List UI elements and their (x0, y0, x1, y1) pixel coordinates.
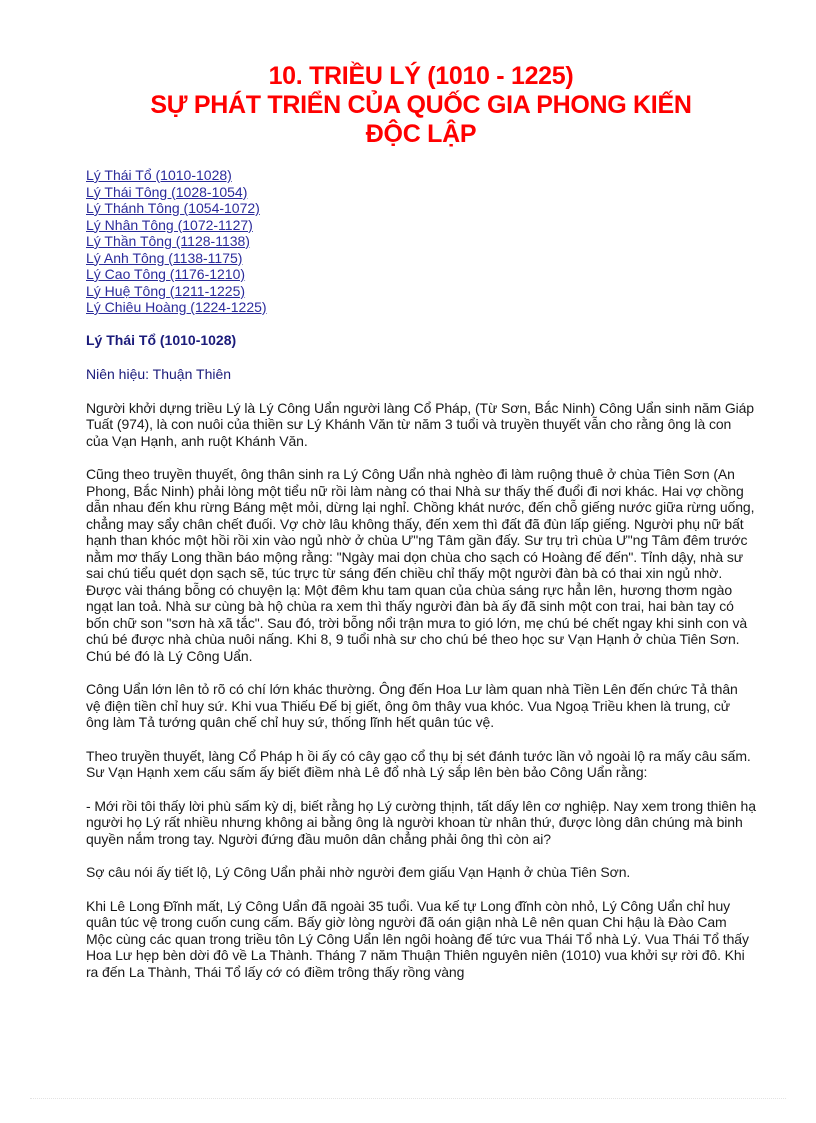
toc-link-ly-thai-to[interactable]: Lý Thái Tổ (1010-1028) (86, 167, 232, 183)
toc-link-ly-thanh-tong[interactable]: Lý Thánh Tông (1054-1072) (86, 200, 260, 216)
paragraph: Công Uẩn lớn lên tỏ rõ có chí lớn khác thường. Ông đến Hoa Lư làm quan nhà Tiền Lên đến chức Tả thân vệ điện tiền chỉ huy sứ. Khi vua Thiếu Đế bị giết, ông ôm thây vua khóc. Vua Ngoạ Triều khen là trung, cử ông làm Tả tướng quân chế chỉ huy sứ, thống lĩnh hết quân túc vệ. (86, 681, 738, 730)
page-bottom-divider (30, 1098, 786, 1099)
table-of-contents (86, 167, 756, 316)
paragraph: - Mới rồi tôi thấy lời phù sấm kỳ dị, biết rằng họ Lý cường thịnh, tất dấy lên cơ nghiệp. Nay xem trong thiên hạ người họ Lý rất nhiều nhưng không ai bằng ông là người khoan từ nhân thứ, được lòng dân chúng mà binh quyền nắm trong tay. Người đứng đầu muôn dân chẳng phải ông thì còn ai? (86, 797, 756, 847)
toc-link-ly-cao-tong[interactable]: Lý Cao Tông (1176-1210) (86, 266, 246, 282)
paragraph: Người khởi dựng triều Lý là Lý Công Uẩn người làng Cổ Pháp, (Từ Sơn, Bắc Ninh) Công Uẩn sinh năm Giáp Tuất (974), là con nuôi của thiền sư Lý Khánh Văn từ năm 3 tuổi và truyền thuyết vẫn cho rằng ông là con của Vạn Hạnh, anh ruột Khánh Văn. (86, 399, 754, 449)
nien-hieu: Niên hiệu: Thuận Thiên (86, 365, 232, 382)
title-line-2: SỰ PHÁT TRIỂN CỦA QUỐC GIA PHONG KIẾN (150, 91, 692, 119)
title-line-3: ĐỘC LẬP (365, 120, 477, 148)
toc-link-ly-than-tong[interactable]: Lý Thần Tông (1128-1138) (86, 233, 250, 249)
toc-link-ly-chieu-hoang[interactable]: Lý Chiêu Hoàng (1224-1225) (86, 299, 267, 315)
paragraph: Sợ câu nói ấy tiết lộ, Lý Công Uẩn phải nhờ người đem giấu Vạn Hạnh ở chùa Tiên Sơn. (86, 864, 631, 880)
paragraph: Khi Lê Long Đĩnh mất, Lý Công Uẩn đã ngoài 35 tuổi. Vua kế tự Long đĩnh còn nhỏ, Lý Công Uẩn chỉ huy quân túc vệ trong cuốn cung cấm. Bấy giờ lòng người đã oán giận nhà Lê nên quan Chi hậu là Đào Cam Mộc cùng các quan trong triều tôn Lý Công Uẩn lên ngôi hoàng đế tức vua Thái Tổ nhà Lý. Vua Thái Tổ thấy Hoa Lư hẹp bèn dời đô về La Thành. Tháng 7 năm Thuận Thiên nguyên niên (1010) vua khởi sự rời đô. Khi ra đến La Thành, Thái Tổ lấy cớ có điềm trông thấy rồng vàng (86, 897, 749, 980)
toc-link-ly-thai-tong[interactable]: Lý Thái Tông (1028-1054) (86, 183, 248, 200)
toc-link-ly-nhan-tong[interactable]: Lý Nhân Tông (1072-1127) (86, 216, 253, 233)
toc-link-ly-hue-tong[interactable]: Lý Huệ Tông (1211-1225) (86, 282, 246, 299)
paragraph: Cũng theo truyền thuyết, ông thân sinh ra Lý Công Uẩn nhà nghèo đi làm ruộng thuê ở chùa Tiên Sơn (An Phong, Bắc Ninh) phải lòng một tiểu nữ rồi làm nàng có thai Nhà sư thấy thế đuổi đi nơi khác. Hai vợ chồng dẫn nhau đến khu rừng Báng mệt mỏi, dừng lại nghỉ. Chồng khát nước, đến chỗ giếng nước giữa rừng uống, chẳng may sẩy chân chết đuối. Vợ chờ lâu không thấy, đến xem thì đất đã đùn lấp giếng. Người phụ nữ bất hạnh than khóc một hồi rồi xin vào ngủ nhờ ở chùa Ư"ng Tâm gần đấy. Sư trụ trì chùa Ư"ng Tâm đêm trước nằm mơ thấy Long thần báo mộng rằng: "Ngày mai dọn chùa cho sạch có Hoàng đế đến". Tỉnh dậy, nhà sư sai chú tiểu quét dọn sạch sẽ, túc trực từ sáng đến chiều chỉ thấy một người đàn bà có thai xin ngủ nhờ. Được vài tháng bỗng có chuyện lạ: Một đêm khu tam quan của chùa sáng rực hẳn lên, hương thơm ngào ngạt lan toả. Nhà sư cùng bà hộ chùa ra xem thì thấy người đàn bà ấy đã sinh một con trai, hai bàn tay có bốn chữ son "sơn hà xã tắc". Sau đó, trời bỗng nổi trận mưa to gió lớn, mẹ chú bé chết ngay khi sinh con và chú bé được nhà chùa nuôi nấng. Khi 8, 9 tuổi nhà sư cho chú bé theo học sư Vạn Hạnh ở chùa Tiên Sơn. Chú bé đó là Lý Công Uẩn. (86, 466, 755, 664)
section-heading: Lý Thái Tổ (1010-1028) (86, 331, 237, 348)
document-page (86, 62, 756, 980)
document-title (86, 62, 756, 149)
title-line-1: 10. TRIỀU LÝ (1010 - 1225) (268, 62, 574, 90)
paragraph: Theo truyền thuyết, làng Cổ Pháp h ồi ấy có cây gạo cổ thụ bị sét đánh tước lần vỏ ngoài lộ ra mấy câu sấm. Sư Vạn Hạnh xem cấu sấm ấy biết điềm nhà Lê đổ nhà Lý sắp lên bèn bảo Công Uẩn rằng: (86, 747, 751, 780)
toc-link-ly-anh-tong[interactable]: Lý Anh Tông (1138-1175) (86, 249, 243, 266)
